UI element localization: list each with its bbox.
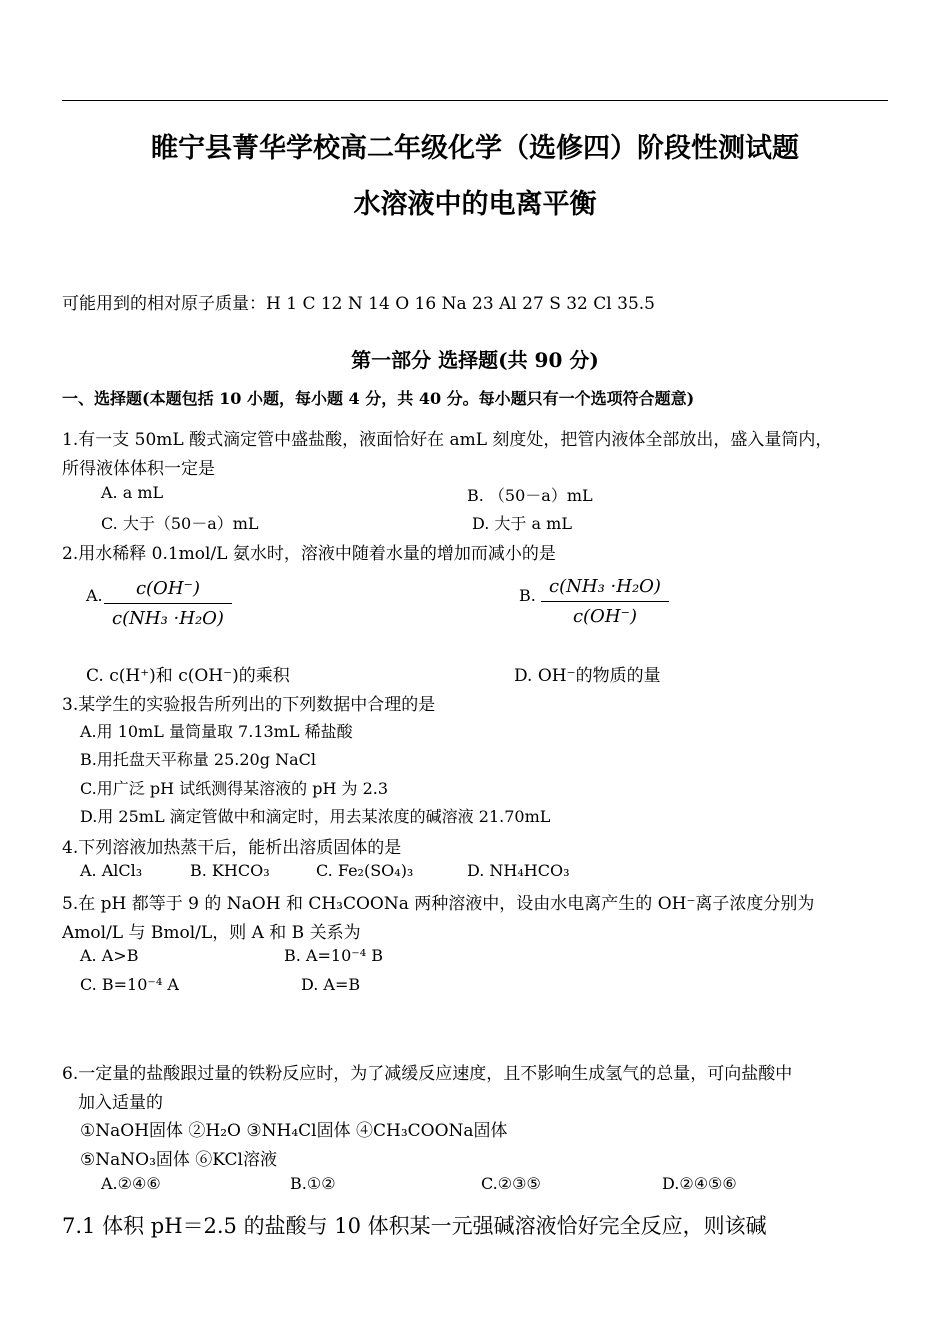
q7-stem-line1: 7.1 体积 pH＝2.5 的盐酸与 10 体积某一元强碱溶液恰好完全反应，则该碱: [62, 1214, 767, 1238]
q2-option-b-label: B.: [519, 586, 536, 605]
q3-option-b: B.用托盘天平称量 25.20g NaCl: [80, 750, 316, 769]
q3-stem: 3.某学生的实验报告所列出的下列数据中合理的是: [62, 695, 436, 715]
q2-option-a-label: A.: [86, 586, 103, 605]
q5-option-b: B. A=10⁻⁴ B: [284, 946, 383, 965]
section-heading: 一、选择题(本题包括 10 小题，每小题 4 分，共 40 分。每小题只有一个选项符合题意): [62, 389, 695, 408]
q1-stem-line1: 1.有一支 50mL 酸式滴定管中盛盐酸，液面恰好在 amL 刻度处，把管内液体全部放出，盛入量筒内，: [62, 430, 833, 450]
exam-title: 睢宁县菁华学校高二年级化学（选修四）阶段性测试题: [151, 133, 799, 164]
q2-stem: 2.用水稀释 0.1mol/L 氨水时，溶液中随着水量的增加而减小的是: [62, 544, 556, 564]
q4-option-c: C. Fe₂(SO₄)₃: [316, 861, 414, 880]
q5-option-c: C. B=10⁻⁴ A: [80, 975, 179, 994]
q4-option-a: A. AlCl₃: [80, 861, 143, 880]
q5-option-d: D. A=B: [301, 975, 361, 994]
q2-option-b-denominator: c(OH⁻): [572, 606, 638, 627]
q1-stem-line2: 所得液体体积一定是: [62, 459, 215, 479]
q6-option-d: D.②④⑤⑥: [662, 1174, 737, 1193]
q4-option-b: B. KHCO₃: [190, 861, 270, 880]
q6-option-b: B.①②: [290, 1174, 336, 1193]
q6-items-line1: ①NaOH固体 ②H₂O ③NH₄Cl固体 ④CH₃COONa固体: [80, 1121, 508, 1141]
q1-option-a: A. a mL: [101, 483, 164, 502]
q2-option-d: D. OH⁻的物质的量: [514, 666, 661, 686]
atomic-masses: 可能用到的相对原子质量：H 1 C 12 N 14 O 16 Na 23 Al 27 S 32 Cl 35.5: [62, 294, 655, 314]
q6-stem-line1: 6.一定量的盐酸跟过量的铁粉反应时，为了减缓反应速度，且不影响生成氢气的总量，可向盐酸中: [62, 1064, 793, 1084]
q1-option-d: D. 大于 a mL: [472, 514, 572, 533]
q2-option-a-fraction: [104, 578, 232, 629]
q2-option-b-numerator: c(NH₃ ·H₂O): [549, 576, 661, 597]
q6-option-a: A.②④⑥: [101, 1174, 161, 1193]
q5-stem-line2: Amol/L 与 Bmol/L，则 A 和 B 关系为: [62, 923, 361, 943]
q1-option-c: C. 大于（50－a）mL: [101, 514, 259, 533]
q6-option-c: C.②③⑤: [481, 1174, 541, 1193]
q4-stem: 4.下列溶液加热蒸干后，能析出溶质固体的是: [62, 838, 402, 858]
fraction-bar: [104, 603, 232, 604]
q3-option-a: A.用 10mL 量筒量取 7.13mL 稀盐酸: [80, 722, 353, 741]
top-rule: [62, 100, 888, 101]
q3-option-c: C.用广泛 pH 试纸测得某溶液的 pH 为 2.3: [80, 779, 389, 798]
fraction-bar: [541, 601, 669, 602]
q2-option-a-denominator: c(NH₃ ·H₂O): [112, 608, 224, 629]
q5-stem-line1: 5.在 pH 都等于 9 的 NaOH 和 CH₃COONa 两种溶液中，设由水电离产生的 OH⁻离子浓度分别为: [62, 894, 815, 914]
q1-option-b: B. （50－a）mL: [467, 486, 593, 505]
exam-subtitle: 水溶液中的电离平衡: [353, 189, 597, 220]
q4-option-d: D. NH₄HCO₃: [467, 861, 570, 880]
q2-option-a-numerator: c(OH⁻): [135, 578, 201, 599]
q3-option-d: D.用 25mL 滴定管做中和滴定时，用去某浓度的碱溶液 21.70mL: [80, 807, 551, 826]
q6-items-line2: ⑤NaNO₃固体 ⑥KCl溶液: [80, 1150, 277, 1170]
part-title: 第一部分 选择题(共 90 分): [351, 348, 599, 372]
q6-stem-line2: 加入适量的: [78, 1093, 163, 1113]
q2-option-b-fraction: [541, 576, 669, 627]
q5-option-a: A. A>B: [80, 946, 139, 965]
q2-option-c: C. c(H⁺)和 c(OH⁻)的乘积: [86, 666, 290, 686]
